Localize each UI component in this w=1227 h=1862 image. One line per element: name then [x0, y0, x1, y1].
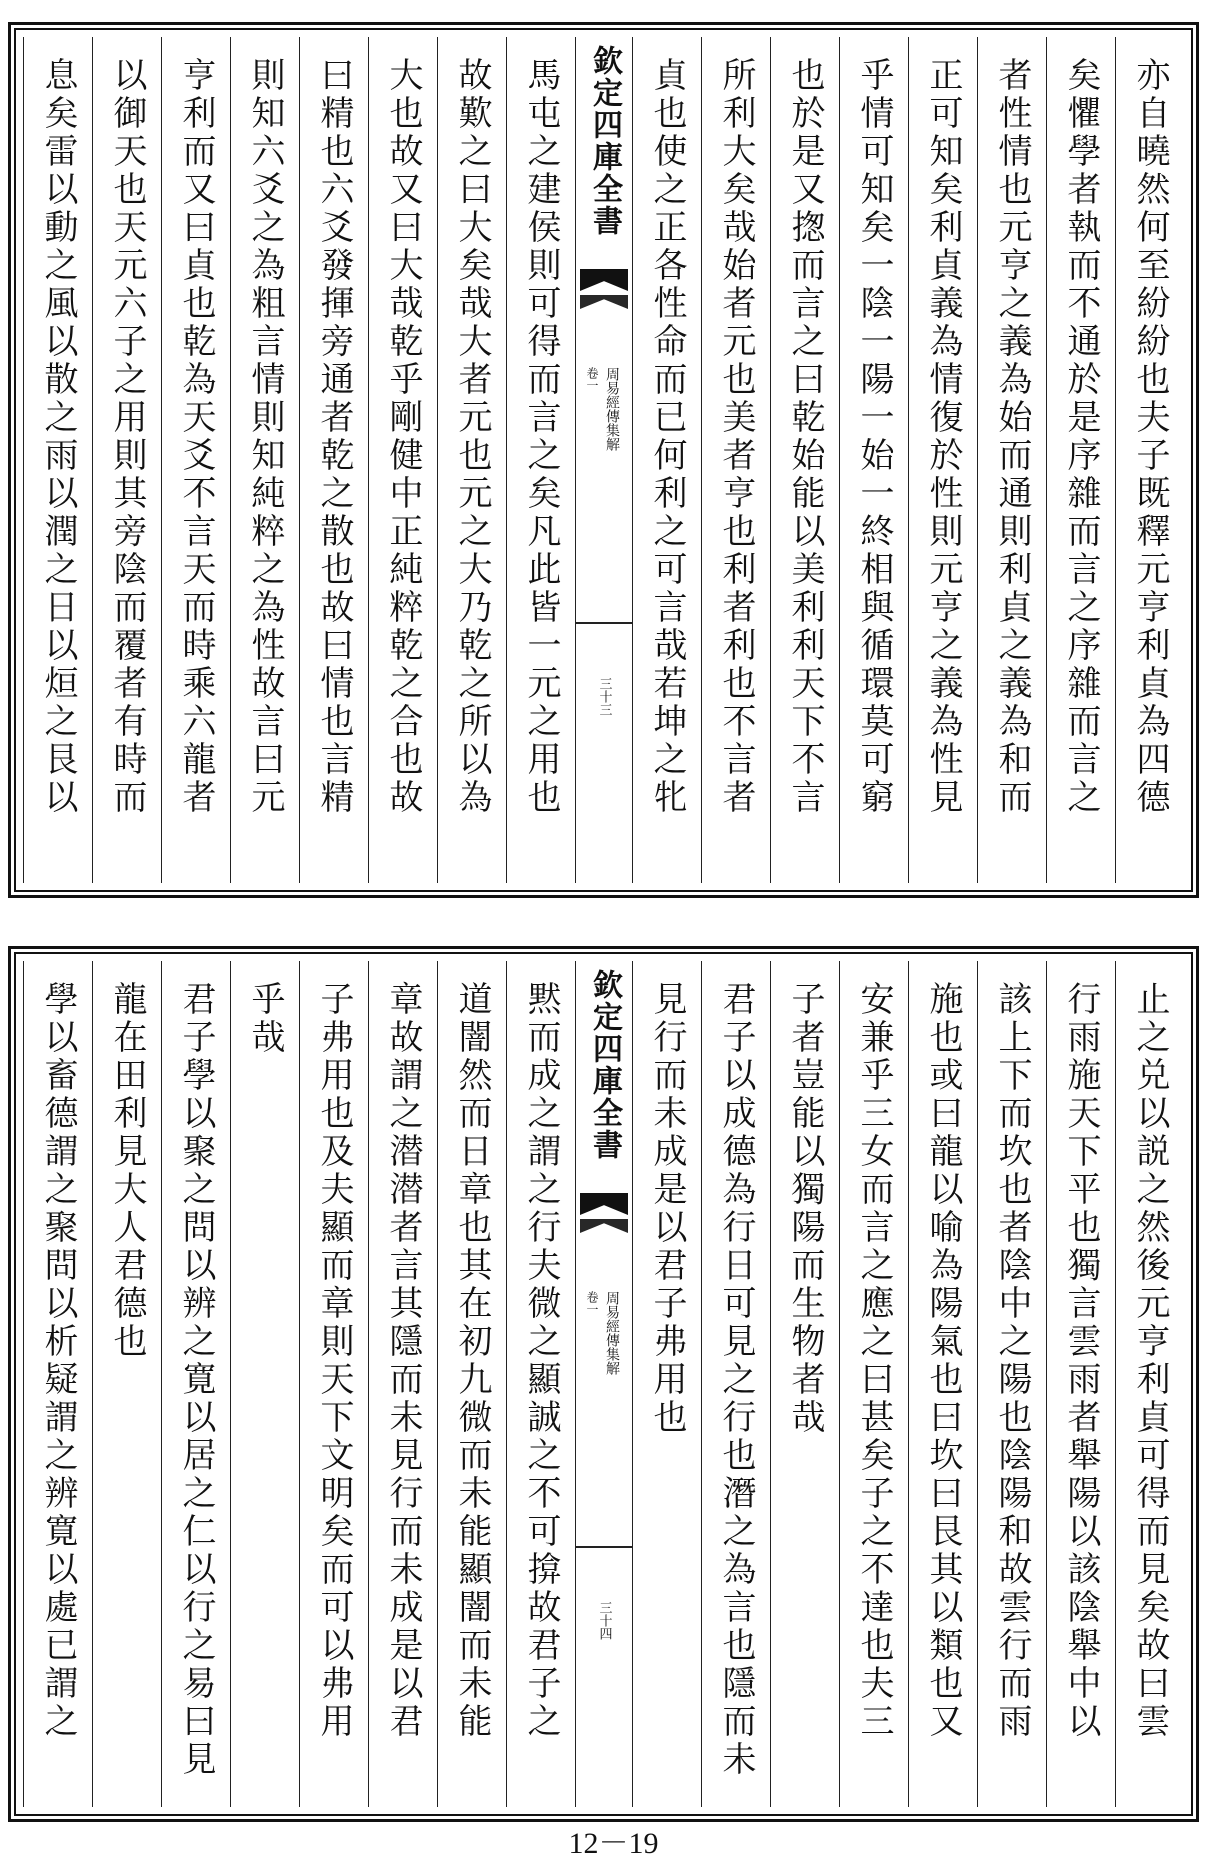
text-column	[230, 37, 299, 883]
text-column	[908, 37, 977, 883]
column-text: 龍在田利見大人君德也	[107, 981, 147, 1361]
column-text: 亨利而又曰貞也乾為天爻不言天而時乘六龍者	[176, 57, 216, 817]
center-fold	[575, 961, 632, 1807]
text-column	[437, 961, 506, 1807]
column-text: 也於是又揔而言之曰乾始能以美利利天下不言	[785, 57, 825, 817]
text-column	[92, 37, 161, 883]
page-top	[8, 22, 1199, 898]
column-text: 馬屯之建侯則可得而言之矣凡此皆一元之用也	[521, 57, 561, 817]
column-text: 章故謂之潜潜者言其隱而未見行而未成是以君	[383, 981, 423, 1741]
column-text: 矣懼學者執而不通於是序雜而言之序雜而言之	[1061, 57, 1101, 817]
text-column	[368, 37, 437, 883]
text-column	[632, 37, 701, 883]
column-text: 君子以成德為行日可見之行也潛之為言也隱而未	[716, 981, 756, 1779]
fish-tail-mark-lower-icon	[580, 1219, 628, 1233]
text-column	[1046, 961, 1115, 1807]
book-title: 周易經傳集解	[604, 1291, 620, 1375]
column-text: 安兼乎三女而言之應之曰甚矣子之不達也夫三	[854, 981, 894, 1741]
text-column	[701, 961, 770, 1807]
column-text: 施也或曰龍以喻為陽氣也曰坎曰艮其以類也又	[923, 981, 963, 1741]
text-column	[299, 37, 368, 883]
book-series-title: 欽定四庫全書	[587, 969, 622, 1161]
text-column	[1046, 37, 1115, 883]
column-text: 該上下而坎也者陰中之陽也陰陽和故雲行而雨	[992, 981, 1032, 1741]
column-text: 正可知矣利貞義為情復於性則元亨之義為性見	[923, 57, 963, 817]
text-column	[506, 37, 575, 883]
column-text: 君子學以聚之問以辨之寛以居之仁以行之易曰見	[176, 981, 216, 1779]
column-text: 息矣雷以動之風以散之雨以潤之日以烜之艮以	[38, 57, 78, 817]
column-text: 貞也使之正各性命而已何利之可言哉若坤之牝	[647, 57, 687, 817]
column-text: 乎情可知矣一陰一陽一始一終相與循環莫可窮	[854, 57, 894, 817]
book-title: 周易經傳集解	[604, 367, 620, 451]
columns-bottom	[23, 961, 1184, 1807]
column-text: 學以畜德謂之聚問以析疑謂之辨寛以處已謂之	[38, 981, 78, 1741]
column-text: 子弗用也及夫顯而章則天下文明矣而可以弗用	[314, 981, 354, 1741]
text-column	[368, 961, 437, 1807]
text-column	[908, 961, 977, 1807]
text-column	[1115, 961, 1184, 1807]
text-column	[437, 37, 506, 883]
fish-tail-mark-icon	[580, 269, 628, 291]
text-column	[506, 961, 575, 1807]
column-text: 亦自曉然何至紛紛也夫子既釋元亨利貞為四德	[1130, 57, 1170, 817]
center-fold	[575, 37, 632, 883]
column-text: 所利大矣哉始者元也美者亨也利者利也不言者	[716, 57, 756, 817]
page-number: 12－19	[568, 1827, 659, 1860]
column-text: 道闇然而日章也其在初九微而未能顯闇而未能	[452, 981, 492, 1741]
text-column	[230, 961, 299, 1807]
column-text: 止之兑以説之然後元亨利貞可得而見矣故曰雲	[1130, 981, 1170, 1741]
volume-label: 卷一	[585, 367, 599, 391]
text-column	[977, 961, 1046, 1807]
folio-number: 三十三	[596, 677, 612, 716]
column-text: 行雨施天下平也獨言雲雨者舉陽以該陰舉中以	[1061, 981, 1101, 1741]
column-text: 子者豈能以獨陽而生物者哉	[785, 981, 825, 1437]
page-bottom	[8, 946, 1199, 1822]
text-column	[23, 37, 92, 883]
column-text: 見行而未成是以君子弗用也	[647, 981, 687, 1437]
center-divider	[576, 1546, 632, 1548]
text-column	[299, 961, 368, 1807]
text-column	[92, 961, 161, 1807]
text-column	[632, 961, 701, 1807]
column-text: 黙而成之謂之行夫微之顯誠之不可揜故君子之	[521, 981, 561, 1741]
column-text: 乎哉	[245, 981, 285, 1057]
column-text: 以御天也天元六子之用則其旁陰而覆者有時而	[107, 57, 147, 817]
text-column	[23, 961, 92, 1807]
text-column	[161, 37, 230, 883]
book-series-title: 欽定四庫全書	[587, 45, 622, 237]
folio-number: 三十四	[596, 1601, 612, 1640]
text-column	[839, 37, 908, 883]
column-text: 者性情也元亨之義為始而通則利貞之義為和而	[992, 57, 1032, 817]
center-divider	[576, 622, 632, 624]
text-column	[1115, 37, 1184, 883]
column-text: 曰精也六爻發揮旁通者乾之散也故曰情也言精	[314, 57, 354, 817]
text-column	[977, 37, 1046, 883]
volume-label: 卷一	[585, 1291, 599, 1315]
columns-top	[23, 37, 1184, 883]
text-column	[701, 37, 770, 883]
text-column	[161, 961, 230, 1807]
column-text: 故歎之曰大矣哉大者元也元之大乃乾之所以為	[452, 57, 492, 817]
fish-tail-mark-icon	[580, 1193, 628, 1215]
column-text: 則知六爻之為粗言情則知純粹之為性故言曰元	[245, 57, 285, 817]
text-column	[770, 37, 839, 883]
text-column	[770, 961, 839, 1807]
column-text: 大也故又曰大哉乾乎剛健中正純粹乾之合也故	[383, 57, 423, 817]
text-column	[839, 961, 908, 1807]
fish-tail-mark-lower-icon	[580, 295, 628, 309]
